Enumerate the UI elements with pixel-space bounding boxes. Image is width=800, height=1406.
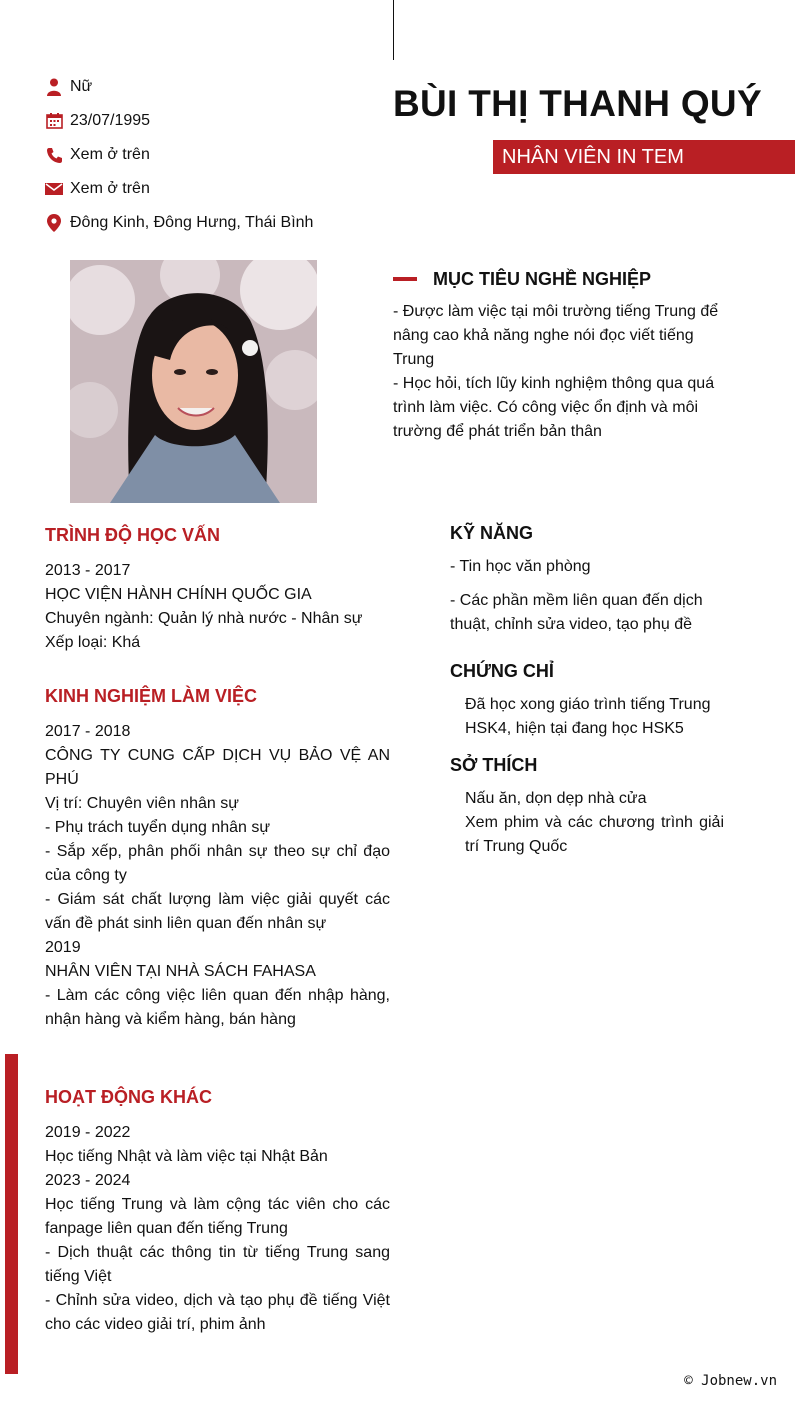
- skills-title: KỸ NĂNG: [450, 523, 534, 543]
- contact-phone: [45, 138, 375, 172]
- experience-line: - Giám sát chất lượng làm việc giải quyết các vấn đề phát sinh liên quan đến nhân sự: [45, 891, 390, 932]
- hobbies-section: [450, 755, 740, 859]
- phone-icon: [45, 146, 63, 164]
- candidate-name: BÙI THỊ THANH QUÝ: [393, 83, 762, 124]
- activities-title: HOẠT ĐỘNG KHÁC: [45, 1087, 212, 1107]
- experience-line: Vị trí: Chuyên viên nhân sự: [45, 795, 239, 812]
- objective-section: [393, 268, 738, 444]
- activities-line: - Chỉnh sửa video, dịch và tạo phụ đề tiếng Việt cho các video giải trí, phim ảnh: [45, 1292, 390, 1333]
- education-grade: Xếp loại: Khá: [45, 634, 141, 651]
- contact-address: [45, 206, 375, 240]
- objective-line-1: - Được làm việc tại môi trường tiếng Trung để nâng cao khả năng nghe nói đọc viết tiếng Trung: [393, 303, 719, 368]
- experience-section: [45, 686, 390, 1032]
- activities-line: 2019 - 2022: [45, 1124, 131, 1141]
- skill-item: - Các phần mềm liên quan đến dịch thuật, chỉnh sửa video, tạo phụ đề: [450, 592, 703, 633]
- education-section: [45, 525, 390, 655]
- dob-value: 23/07/1995: [70, 112, 151, 129]
- experience-line: - Phụ trách tuyển dụng nhân sự: [45, 819, 271, 836]
- activities-line: Học tiếng Nhật và làm việc tại Nhật Bản: [45, 1148, 328, 1165]
- education-major: Chuyên ngành: Quản lý nhà nước - Nhân sự: [45, 610, 363, 627]
- experience-line: - Sắp xếp, phân phối nhân sự theo sự chỉ đạo của công ty: [45, 843, 390, 884]
- contact-gender: [45, 70, 375, 104]
- objective-title: MỤC TIÊU NGHỀ NGHIỆP: [433, 268, 652, 289]
- certificates-text: Đã học xong giáo trình tiếng Trung HSK4, hiện tại đang học HSK5: [465, 696, 711, 737]
- job-title-banner: [493, 140, 795, 174]
- activities-line: - Dịch thuật các thông tin từ tiếng Trung sang tiếng Việt: [45, 1244, 390, 1285]
- person-icon: [45, 78, 63, 96]
- gender-value: Nữ: [70, 78, 93, 95]
- contact-email: [45, 172, 375, 206]
- hobby-line: Xem phim và các chương trình giải trí Trung Quốc: [465, 814, 724, 855]
- email-value: Xem ở trên: [70, 180, 150, 197]
- header-divider: [393, 0, 394, 60]
- profile-photo: [70, 260, 317, 503]
- education-period: 2013 - 2017: [45, 562, 131, 579]
- skills-section: [450, 523, 740, 637]
- hobbies-title: SỞ THÍCH: [450, 755, 538, 775]
- experience-line: NHÂN VIÊN TẠI NHÀ SÁCH FAHASA: [45, 963, 316, 980]
- activities-section: [45, 1087, 390, 1337]
- objective-line-2: - Học hỏi, tích lũy kinh nghiệm thông qua quá trình làm việc. Có công việc ổn định và môi trường để phát triển bản thân: [393, 375, 715, 440]
- education-school: HỌC VIỆN HÀNH CHÍNH QUỐC GIA: [45, 586, 312, 603]
- experience-title: KINH NGHIỆM LÀM VIỆC: [45, 686, 258, 706]
- hobby-line: Nấu ăn, dọn dẹp nhà cửa: [465, 790, 647, 807]
- activities-line: Học tiếng Trung và làm cộng tác viên cho các fanpage liên quan đến tiếng Trung: [45, 1196, 390, 1237]
- mail-icon: [45, 180, 63, 198]
- activities-line: 2023 - 2024: [45, 1172, 131, 1189]
- job-title: NHÂN VIÊN IN TEM: [502, 146, 684, 168]
- experience-line: - Làm các công việc liên quan đến nhập hàng, nhận hàng và kiểm hàng, bán hàng: [45, 987, 390, 1028]
- phone-value: Xem ở trên: [70, 146, 150, 163]
- contact-dob: [45, 104, 375, 138]
- footer-copyright: © Jobnew.vn: [684, 1373, 777, 1389]
- calendar-icon: [45, 112, 63, 130]
- experience-line: 2019: [45, 939, 81, 956]
- left-accent-bar: [5, 1054, 18, 1374]
- experience-line: 2017 - 2018: [45, 723, 131, 740]
- contact-info: [45, 70, 375, 240]
- certificates-section: [450, 661, 740, 741]
- objective-header: [393, 268, 738, 290]
- education-title: TRÌNH ĐỘ HỌC VẤN: [45, 525, 220, 545]
- location-pin-icon: [45, 214, 63, 232]
- address-value: Đông Kinh, Đông Hưng, Thái Bình: [70, 214, 314, 231]
- experience-line: CÔNG TY CUNG CẤP DỊCH VỤ BẢO VỆ AN PHÚ: [45, 747, 390, 788]
- objective-accent-bar: [393, 277, 417, 281]
- certificates-title: CHỨNG CHỈ: [450, 661, 554, 681]
- skill-item: - Tin học văn phòng: [450, 558, 591, 575]
